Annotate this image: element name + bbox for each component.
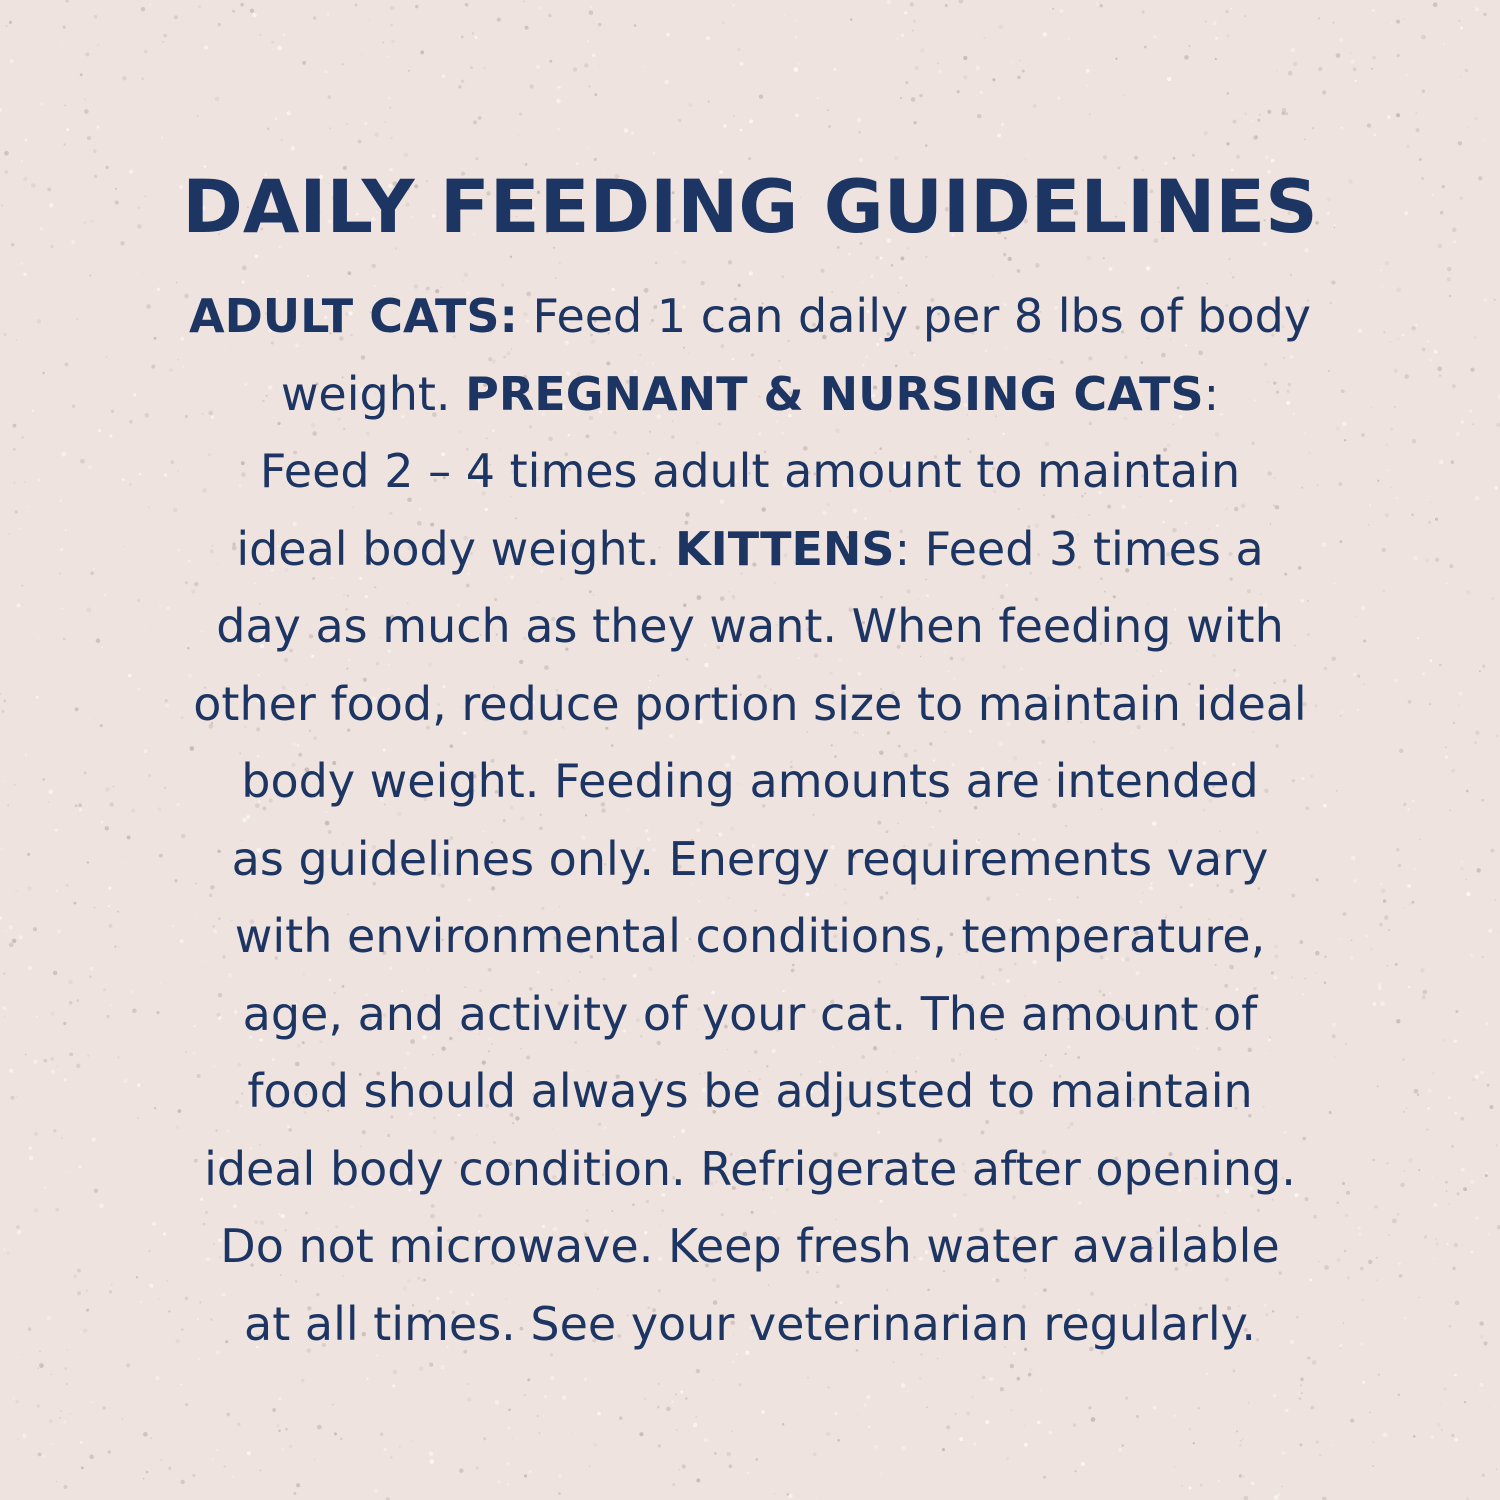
text-line: as guidelines only. Energy requirements vary bbox=[231, 831, 1269, 886]
text-line: Do not microwave. Keep fresh water available bbox=[220, 1219, 1280, 1273]
text-line: with environmental conditions, temperature, bbox=[234, 909, 1266, 963]
page-title: DAILY FEEDING GUIDELINES bbox=[182, 165, 1318, 250]
pregnant-nursing-label: PREGNANT & NURSING CATS bbox=[465, 366, 1204, 421]
adult-cats-text: Feed 1 can daily per 8 lbs of body bbox=[517, 289, 1312, 343]
text-line: at all times. See your veterinarian regularly. bbox=[244, 1296, 1256, 1351]
pregnant-nursing-text-continued: ideal body weight. bbox=[236, 521, 675, 576]
text-line bbox=[100, 511, 1400, 589]
text-line: food should always be adjusted to maintain bbox=[247, 1064, 1253, 1118]
text-line bbox=[100, 278, 1400, 356]
text-line: body weight. Feeding amounts are intended bbox=[241, 754, 1259, 808]
pregnant-nursing-colon: : bbox=[1203, 366, 1220, 421]
kittens-label: KITTENS bbox=[674, 521, 895, 576]
adult-cats-text-continued: weight. bbox=[280, 366, 466, 421]
text-line: other food, reduce portion size to maintain ideal bbox=[193, 676, 1307, 731]
kittens-text: Feed 3 times a bbox=[910, 521, 1264, 576]
kittens-colon: : bbox=[894, 521, 911, 576]
text-line bbox=[100, 356, 1400, 434]
text-line: day as much as they want. When feeding with bbox=[216, 599, 1284, 653]
guidelines-paragraph bbox=[100, 278, 1400, 1363]
text-line: Feed 2 – 4 times adult amount to maintain bbox=[259, 444, 1241, 498]
text-line: age, and activity of your cat. The amount of bbox=[242, 986, 1258, 1041]
adult-cats-label: ADULT CATS: bbox=[188, 289, 518, 343]
text-line: ideal body condition. Refrigerate after opening. bbox=[204, 1141, 1296, 1196]
